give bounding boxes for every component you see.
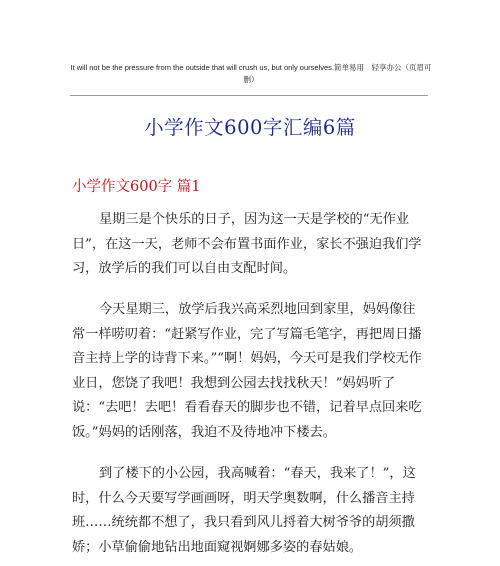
- paragraph-text: 今天星期三，放学后我兴高采烈地回到家里，妈妈像往常一样唠叨着：“赶紧写作业，完了写篇毛笔字，再把周日播音主持上学的诗背下来。”“啊！妈妈，今天可是我们学校无作业日，您饶了我吧！我想到公园去找找秋天！”妈妈听了说：“去吧！去吧！看看春天的脚步也不错，记着早点回来吃饭。”妈妈的话刚落，我迫不及待地冲下楼去。: [72, 302, 422, 440]
- document-title: 小学作文600字汇编6篇: [144, 116, 356, 139]
- paragraph-1: [72, 208, 428, 282]
- paragraph-2: [72, 298, 428, 445]
- paragraph-3: [72, 462, 428, 560]
- page-header: It will not be the pressure from the outside that will crush us, but only ourselves.简单易用 轻享办公（页眉可删）: [70, 63, 432, 84]
- header-divider: [70, 95, 428, 96]
- paragraph-text: 到了楼下的小公园，我高喊着：“春天，我来了！”，这时，什么今天要写学画画呀，明天学奥数啊，什么播音主持班……统统都不想了，我只看到风儿捋着大树爷爷的胡须撒娇；小草偷偷地钻出地面窥视婀娜多姿的春姑娘。: [72, 466, 416, 555]
- section-title: 小学作文600字 篇1: [72, 179, 201, 195]
- paragraph-text: 星期三是个快乐的日子，因为这一天是学校的“无作业日”，在这一天，老师不会布置书面作业，家长不强迫我们学习，放学后的我们可以自由支配时间。: [72, 212, 422, 276]
